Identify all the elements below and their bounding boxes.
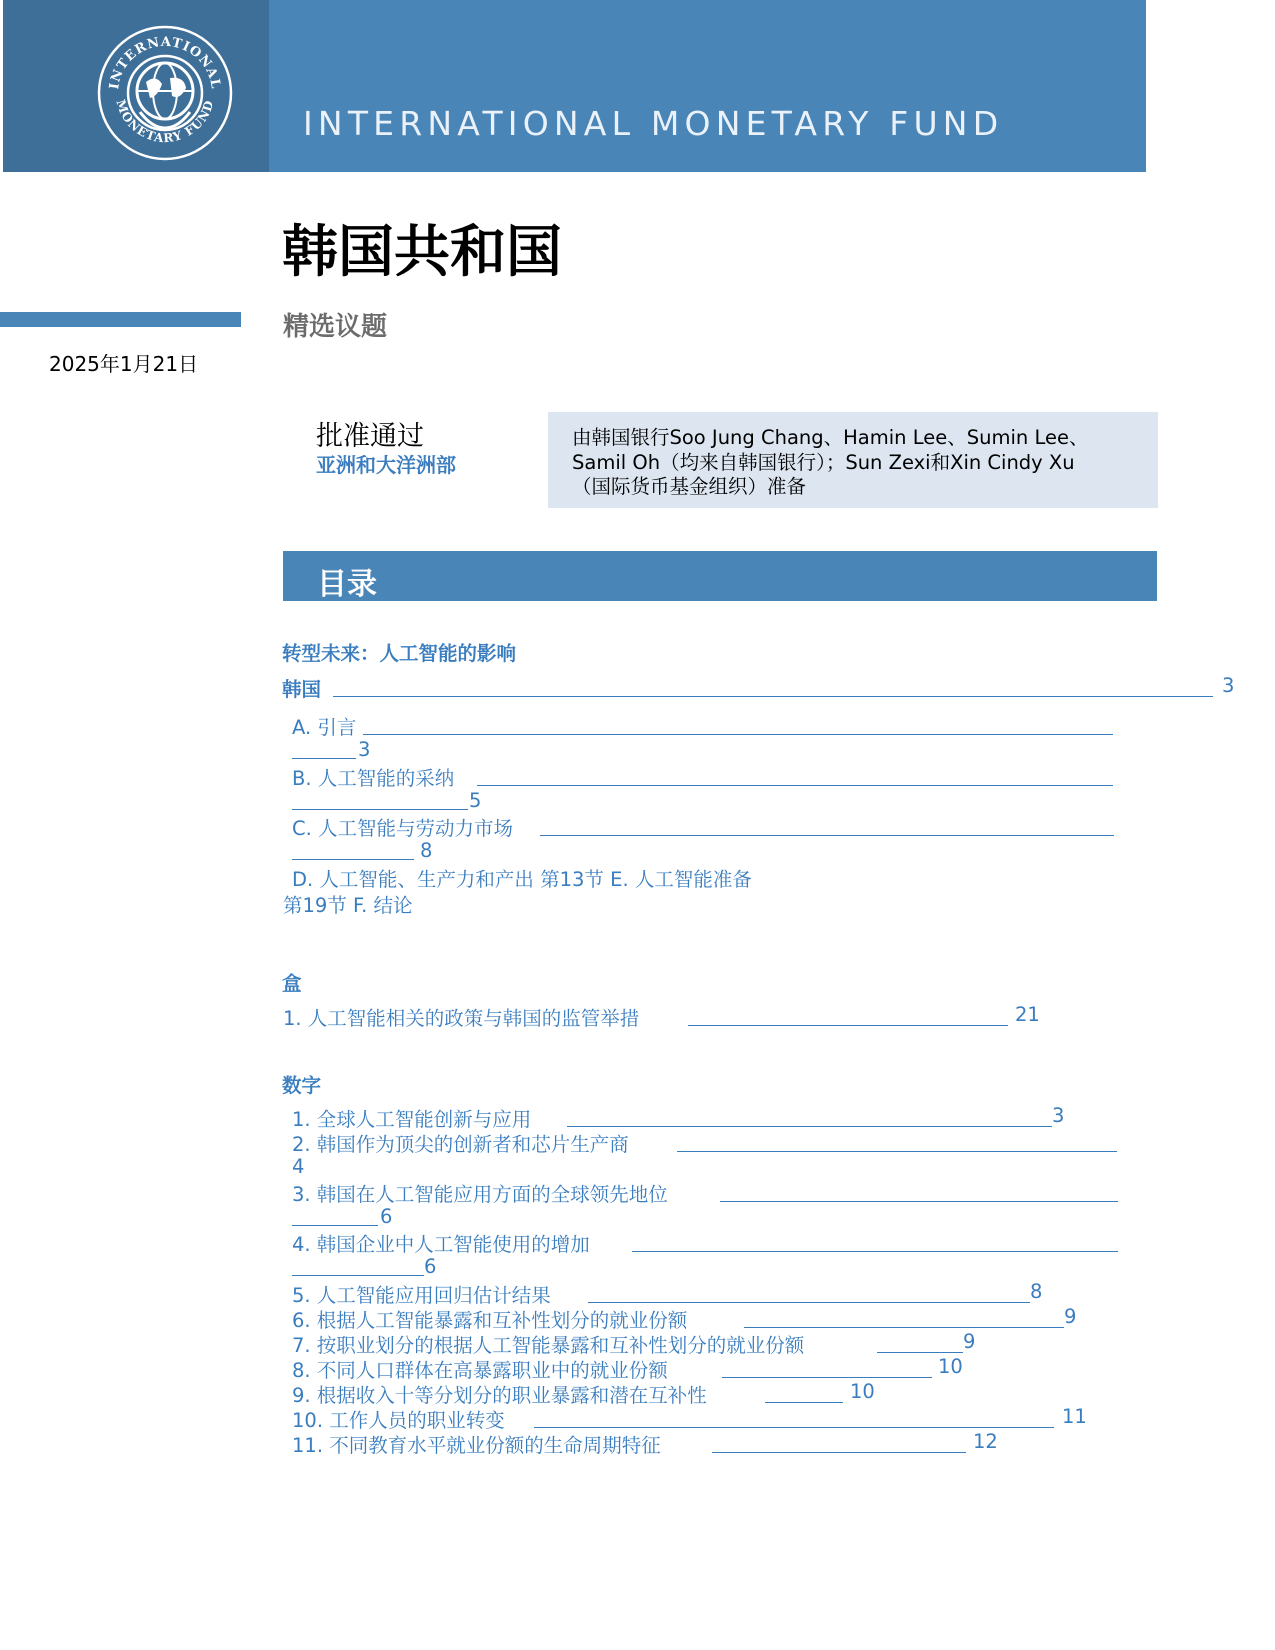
svg-text:MONETARY FUND: MONETARY FUND	[113, 97, 217, 146]
toc-leader-line	[292, 1275, 424, 1276]
toc-figure-label[interactable]: 4. 韩国企业中人工智能使用的增加	[292, 1233, 590, 1256]
toc-figures-heading: 数字	[282, 1074, 322, 1097]
toc-figure-label[interactable]: 5. 人工智能应用回归估计结果	[292, 1284, 551, 1307]
toc-title: 目录	[317, 567, 377, 602]
toc-section-label[interactable]: A. 引言	[292, 716, 357, 739]
org-name: INTERNATIONAL MONETARY FUND	[303, 104, 1004, 143]
svg-text:INTERNATIONAL: INTERNATIONAL	[107, 34, 223, 91]
toc-boxes-heading: 盒	[282, 972, 302, 995]
toc-figure-page[interactable]: 12	[973, 1430, 998, 1453]
toc-main-entry-page[interactable]: 3	[1222, 674, 1235, 697]
toc-leader-line	[632, 1251, 1118, 1252]
toc-section-label[interactable]: B. 人工智能的采纳	[292, 767, 455, 790]
toc-box-label[interactable]: 1. 人工智能相关的政策与韩国的监管举措	[283, 1007, 640, 1030]
header-title-panel	[269, 0, 1146, 172]
toc-main-entry-label[interactable]: 韩国	[282, 678, 322, 701]
toc-leader-line	[363, 734, 1113, 735]
toc-figure-page[interactable]: 3	[1052, 1104, 1065, 1127]
toc-leader-line	[744, 1327, 1064, 1328]
toc-leader-line	[677, 1151, 1117, 1152]
report-date: 2025年1月21日	[49, 352, 199, 376]
toc-section-page[interactable]: 3	[358, 738, 371, 761]
imf-seal-logo	[96, 24, 234, 162]
toc-leader-line	[722, 1377, 932, 1378]
toc-leader-line	[333, 696, 1213, 697]
report-subtitle: 精选议题	[283, 312, 388, 342]
toc-figure-label[interactable]: 9. 根据收入十等分划分的职业暴露和潜在互补性	[292, 1384, 707, 1407]
toc-leader-line	[877, 1352, 963, 1353]
toc-figure-label[interactable]: 2. 韩国作为顶尖的创新者和芯片生产商	[292, 1133, 629, 1156]
toc-figure-label[interactable]: 8. 不同人口群体在高暴露职业中的就业份额	[292, 1359, 668, 1382]
prepared-by-box	[548, 412, 1158, 508]
toc-section-run[interactable]: 第19节 F. 结论	[283, 894, 413, 917]
toc-figure-label[interactable]: 1. 全球人工智能创新与应用	[292, 1108, 532, 1131]
report-country-title: 韩国共和国	[282, 220, 562, 285]
toc-leader-line	[540, 835, 1114, 836]
toc-figure-label[interactable]: 10. 工作人员的职业转变	[292, 1409, 505, 1432]
toc-figure-page[interactable]: 4	[292, 1155, 305, 1178]
toc-leader-line	[292, 1225, 378, 1226]
toc-section-label[interactable]: C. 人工智能与劳动力市场	[292, 817, 514, 840]
accent-bar	[0, 312, 241, 327]
toc-leader-line	[292, 809, 468, 810]
toc-figure-label[interactable]: 6. 根据人工智能暴露和互补性划分的就业份额	[292, 1309, 688, 1332]
toc-figure-label[interactable]: 3. 韩国在人工智能应用方面的全球领先地位	[292, 1183, 668, 1206]
toc-figure-page[interactable]: 9	[1064, 1305, 1077, 1328]
approving-department: 亚洲和大洋洲部	[316, 453, 456, 477]
toc-figure-page[interactable]: 10	[850, 1380, 875, 1403]
approved-by-label: 批准通过	[316, 421, 424, 452]
toc-figure-page[interactable]: 10	[938, 1355, 963, 1378]
toc-leader-line	[477, 785, 1113, 786]
toc-leader-line	[534, 1427, 1054, 1428]
toc-leader-line	[688, 1025, 1008, 1026]
toc-topic-heading: 转型未来：人工智能的影响	[282, 642, 517, 665]
prepared-by-line: Samil Oh（均来自韩国银行）；Sun Zexi和Xin Cindy Xu	[572, 451, 1075, 474]
toc-leader-line	[765, 1402, 843, 1403]
toc-leader-line	[292, 859, 414, 860]
toc-leader-line	[712, 1452, 966, 1453]
prepared-by-line: （国际货币基金组织）准备	[572, 475, 807, 498]
toc-box-page[interactable]: 21	[1015, 1003, 1040, 1026]
prepared-by-line: 由韩国银行Soo Jung Chang、Hamin Lee、Sumin Lee、	[572, 426, 1089, 449]
toc-leader-line	[588, 1302, 1030, 1303]
toc-section-page[interactable]: 8	[420, 839, 433, 862]
toc-leader-line	[292, 758, 356, 759]
toc-figure-page[interactable]: 6	[380, 1205, 393, 1228]
toc-figure-label[interactable]: 11. 不同教育水平就业份额的生命周期特征	[292, 1434, 661, 1457]
toc-section-run[interactable]: D. 人工智能、生产力和产出 第13节 E. 人工智能准备	[292, 868, 752, 891]
toc-figure-page[interactable]: 11	[1062, 1405, 1087, 1428]
toc-figure-page[interactable]: 9	[963, 1330, 976, 1353]
toc-section-page[interactable]: 5	[469, 789, 482, 812]
toc-leader-line	[567, 1126, 1052, 1127]
toc-leader-line	[720, 1201, 1118, 1202]
toc-figure-label[interactable]: 7. 按职业划分的根据人工智能暴露和互补性划分的就业份额	[292, 1334, 805, 1357]
toc-header-bar	[283, 551, 1157, 601]
toc-figure-page[interactable]: 6	[424, 1255, 437, 1278]
toc-figure-page[interactable]: 8	[1030, 1280, 1043, 1303]
